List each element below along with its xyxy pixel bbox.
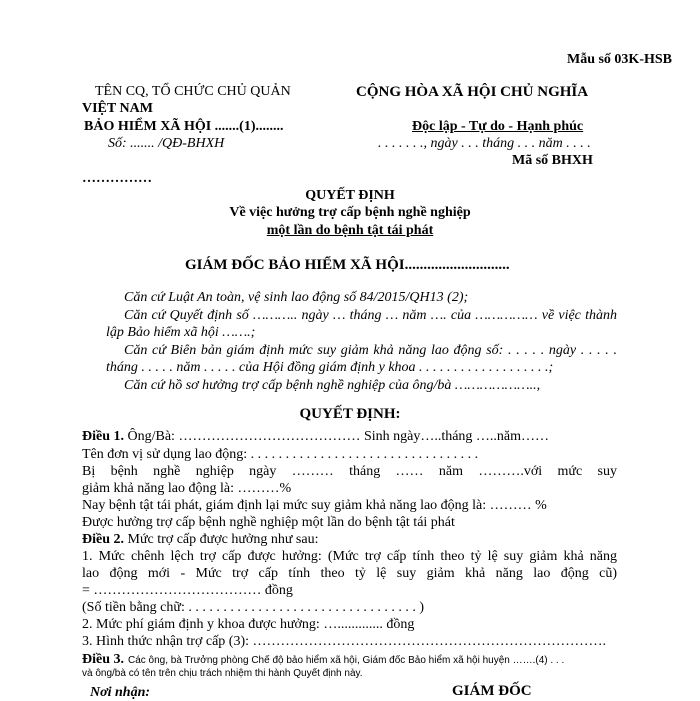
decision-title: QUYẾT ĐỊNH	[305, 188, 395, 203]
decision-heading: QUYẾT ĐỊNH:	[299, 406, 401, 422]
decision-subject-line2: một lần do bệnh tật tái phát	[266, 223, 434, 238]
article1-employer: Tên đơn vị sử dụng lao động: . . . . . . . . . . . . . . . . . . . . . . . . . . . . . . . . .	[82, 447, 479, 462]
insurance-code-label: Mã số BHXH	[512, 153, 593, 168]
preamble-dossier: Căn cứ hồ sơ hưởng trợ cấp bệnh nghề nghiệp của ông/bà ………………..,	[124, 378, 541, 393]
article2-label: Điều 2.	[82, 532, 124, 547]
article2-item1-amount: = ……………………………… đồng	[82, 583, 293, 598]
preamble-minutes-line1: Căn cứ Biên bản giám định mức suy giảm khả năng lao động số: . . . . . ngày . . . . .	[124, 343, 617, 358]
article2-item1-line2: lao động mới - Mức trợ cấp tính theo tỷ lệ suy giảm khả năng lao động cũ)	[82, 566, 617, 581]
motto: Độc lập - Tự do - Hạnh phúc	[412, 119, 584, 134]
agency-line2: VIỆT NAM	[82, 101, 153, 116]
doc-number-dots: ……………	[82, 171, 152, 186]
preamble-minutes-line2: tháng . . . . . năm . . . . . của Hội đồng giám định y khoa . . . . . . . . . . . . . . . . . . .;	[106, 360, 554, 375]
article3-label: Điều 3.	[82, 652, 124, 667]
article1-disease-line1: Bị bệnh nghề nghiệp ngày ……… tháng …… năm ……….với mức suy	[82, 464, 617, 479]
article1-entitlement: Được hưởng trợ cấp bệnh nghề nghiệp một lần do bệnh tật tái phát	[82, 515, 455, 530]
article3-line2: và ông/bà có tên trên chịu trách nhiệm thi hành Quyết định này.	[82, 668, 363, 679]
recipients-label: Nơi nhận:	[90, 685, 151, 700]
decision-subject-line1: Về việc hưởng trợ cấp bệnh nghề nghiệp	[229, 205, 471, 220]
article1-reassessment: Nay bệnh tật tái phát, giám định lại mức suy giảm khả năng lao động là: ……… %	[82, 498, 547, 513]
date-line: . . . . . . ., ngày . . . tháng . . . năm . . . .	[378, 136, 591, 151]
agency-line1: TÊN CQ, TỔ CHỨC CHỦ QUẢN	[95, 84, 291, 99]
article2-intro: Điều 2. Mức trợ cấp được hưởng như sau:	[82, 532, 319, 547]
form-code: Mẫu số 03K-HSB	[566, 52, 672, 67]
preamble-decision-line1: Căn cứ Quyết định số ……….. ngày … tháng … năm …. của …………… về việc thành	[124, 308, 617, 323]
article2-item1-words: (Số tiền bằng chữ: . . . . . . . . . . . . . . . . . . . . . . . . . . . . . . . . . )	[82, 600, 425, 615]
article1-disease-line2: giảm khả năng lao động là: ………%	[82, 481, 292, 496]
article3-line1: Điều 3. Các ông, bà Trưởng phòng Chế độ bảo hiểm xã hội, Giám đốc Bảo hiểm xã hội huyện …….(4) . . .	[82, 652, 565, 667]
authority-title: GIÁM ĐỐC BẢO HIỂM XÃ HỘI............................	[185, 257, 510, 273]
article1-label: Điều 1.	[82, 429, 124, 444]
preamble-law: Căn cứ Luật An toàn, vệ sinh lao động số 84/2015/QH13 (2);	[124, 290, 469, 305]
republic-title: CỘNG HÒA XÃ HỘI CHỦ NGHĨA	[356, 84, 589, 100]
article2-item2: 2. Mức phí giám định y khoa được hưởng: …............. đồng	[82, 617, 415, 632]
signer-title: GIÁM ĐỐC	[452, 683, 532, 699]
agency-name: BẢO HIỂM XÃ HỘI .......(1)........	[84, 119, 284, 134]
article2-item1-line1: 1. Mức chênh lệch trợ cấp được hưởng: (Mức trợ cấp tính theo tỷ lệ suy giảm khả năng	[82, 549, 617, 564]
article1-line1: Điều 1. Ông/Bà: ………………………………… Sinh ngày…..tháng …..năm……	[82, 429, 550, 444]
doc-number: Số: ....... /QĐ-BHXH	[108, 136, 225, 151]
article2-item3: 3. Hình thức nhận trợ cấp (3): ………………………………………………………………….	[82, 634, 607, 649]
preamble-decision-line2: lập Bảo hiểm xã hội …….;	[106, 325, 256, 340]
